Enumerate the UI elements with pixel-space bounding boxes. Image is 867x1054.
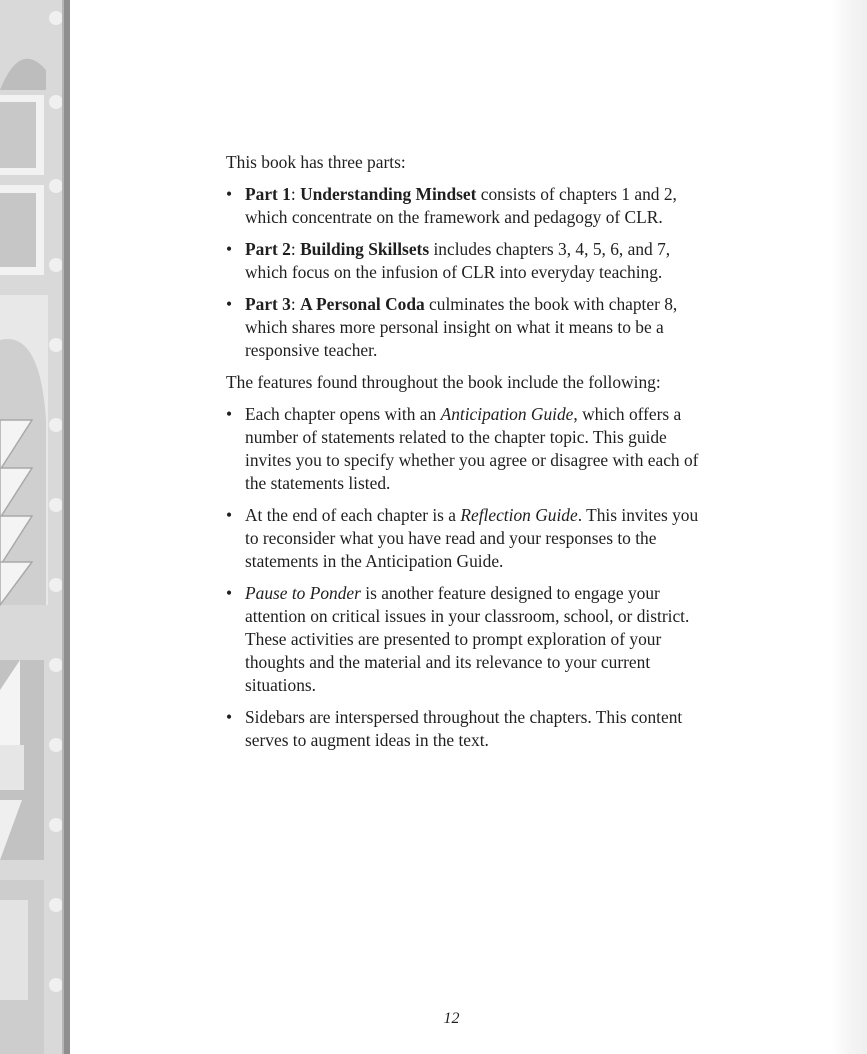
geometric-pattern-graphic	[0, 0, 70, 1054]
parts-list	[226, 183, 716, 362]
page-body	[226, 151, 716, 761]
list-item-anticipation-guide: • Each chapter opens with an Anticipation Guide, which offers a number of statements related to the chapter topic. This guide invites you to specify whether you agree or disagree with each of the statements listed.	[226, 403, 716, 495]
list-item-part-1: • Part 1: Understanding Mindset consists of chapters 1 and 2, which concentrate on the framework and pedagogy of CLR.	[226, 183, 716, 229]
list-item-part-2: • Part 2: Building Skillsets includes chapters 3, 4, 5, 6, and 7, which focus on the infusion of CLR into everyday teaching.	[226, 238, 716, 284]
list-item-sidebars: • Sidebars are interspersed throughout the chapters. This content serves to augment ideas in the text.	[226, 706, 716, 752]
list-item-pause-to-ponder: • Pause to Ponder is another feature designed to engage your attention on critical issues in your classroom, school, or district. These activities are presented to prompt exploration of your thoughts and the material and its relevance to your current situations.	[226, 582, 716, 697]
list-item-part-3: • Part 3: A Personal Coda culminates the book with chapter 8, which shares more personal insight on what it means to be a responsive teacher.	[226, 293, 716, 362]
features-list	[226, 403, 716, 752]
page-number: 12	[443, 1010, 460, 1027]
decorative-margin-artwork	[0, 0, 70, 1054]
intro-paragraph: This book has three parts:	[226, 152, 406, 172]
features-intro-paragraph: The features found throughout the book include the following:	[226, 372, 661, 392]
list-item-reflection-guide: • At the end of each chapter is a Reflection Guide. This invites you to reconsider what you have read and your responses to the statements in the Anticipation Guide.	[226, 504, 716, 573]
page-right-edge	[831, 0, 867, 1054]
